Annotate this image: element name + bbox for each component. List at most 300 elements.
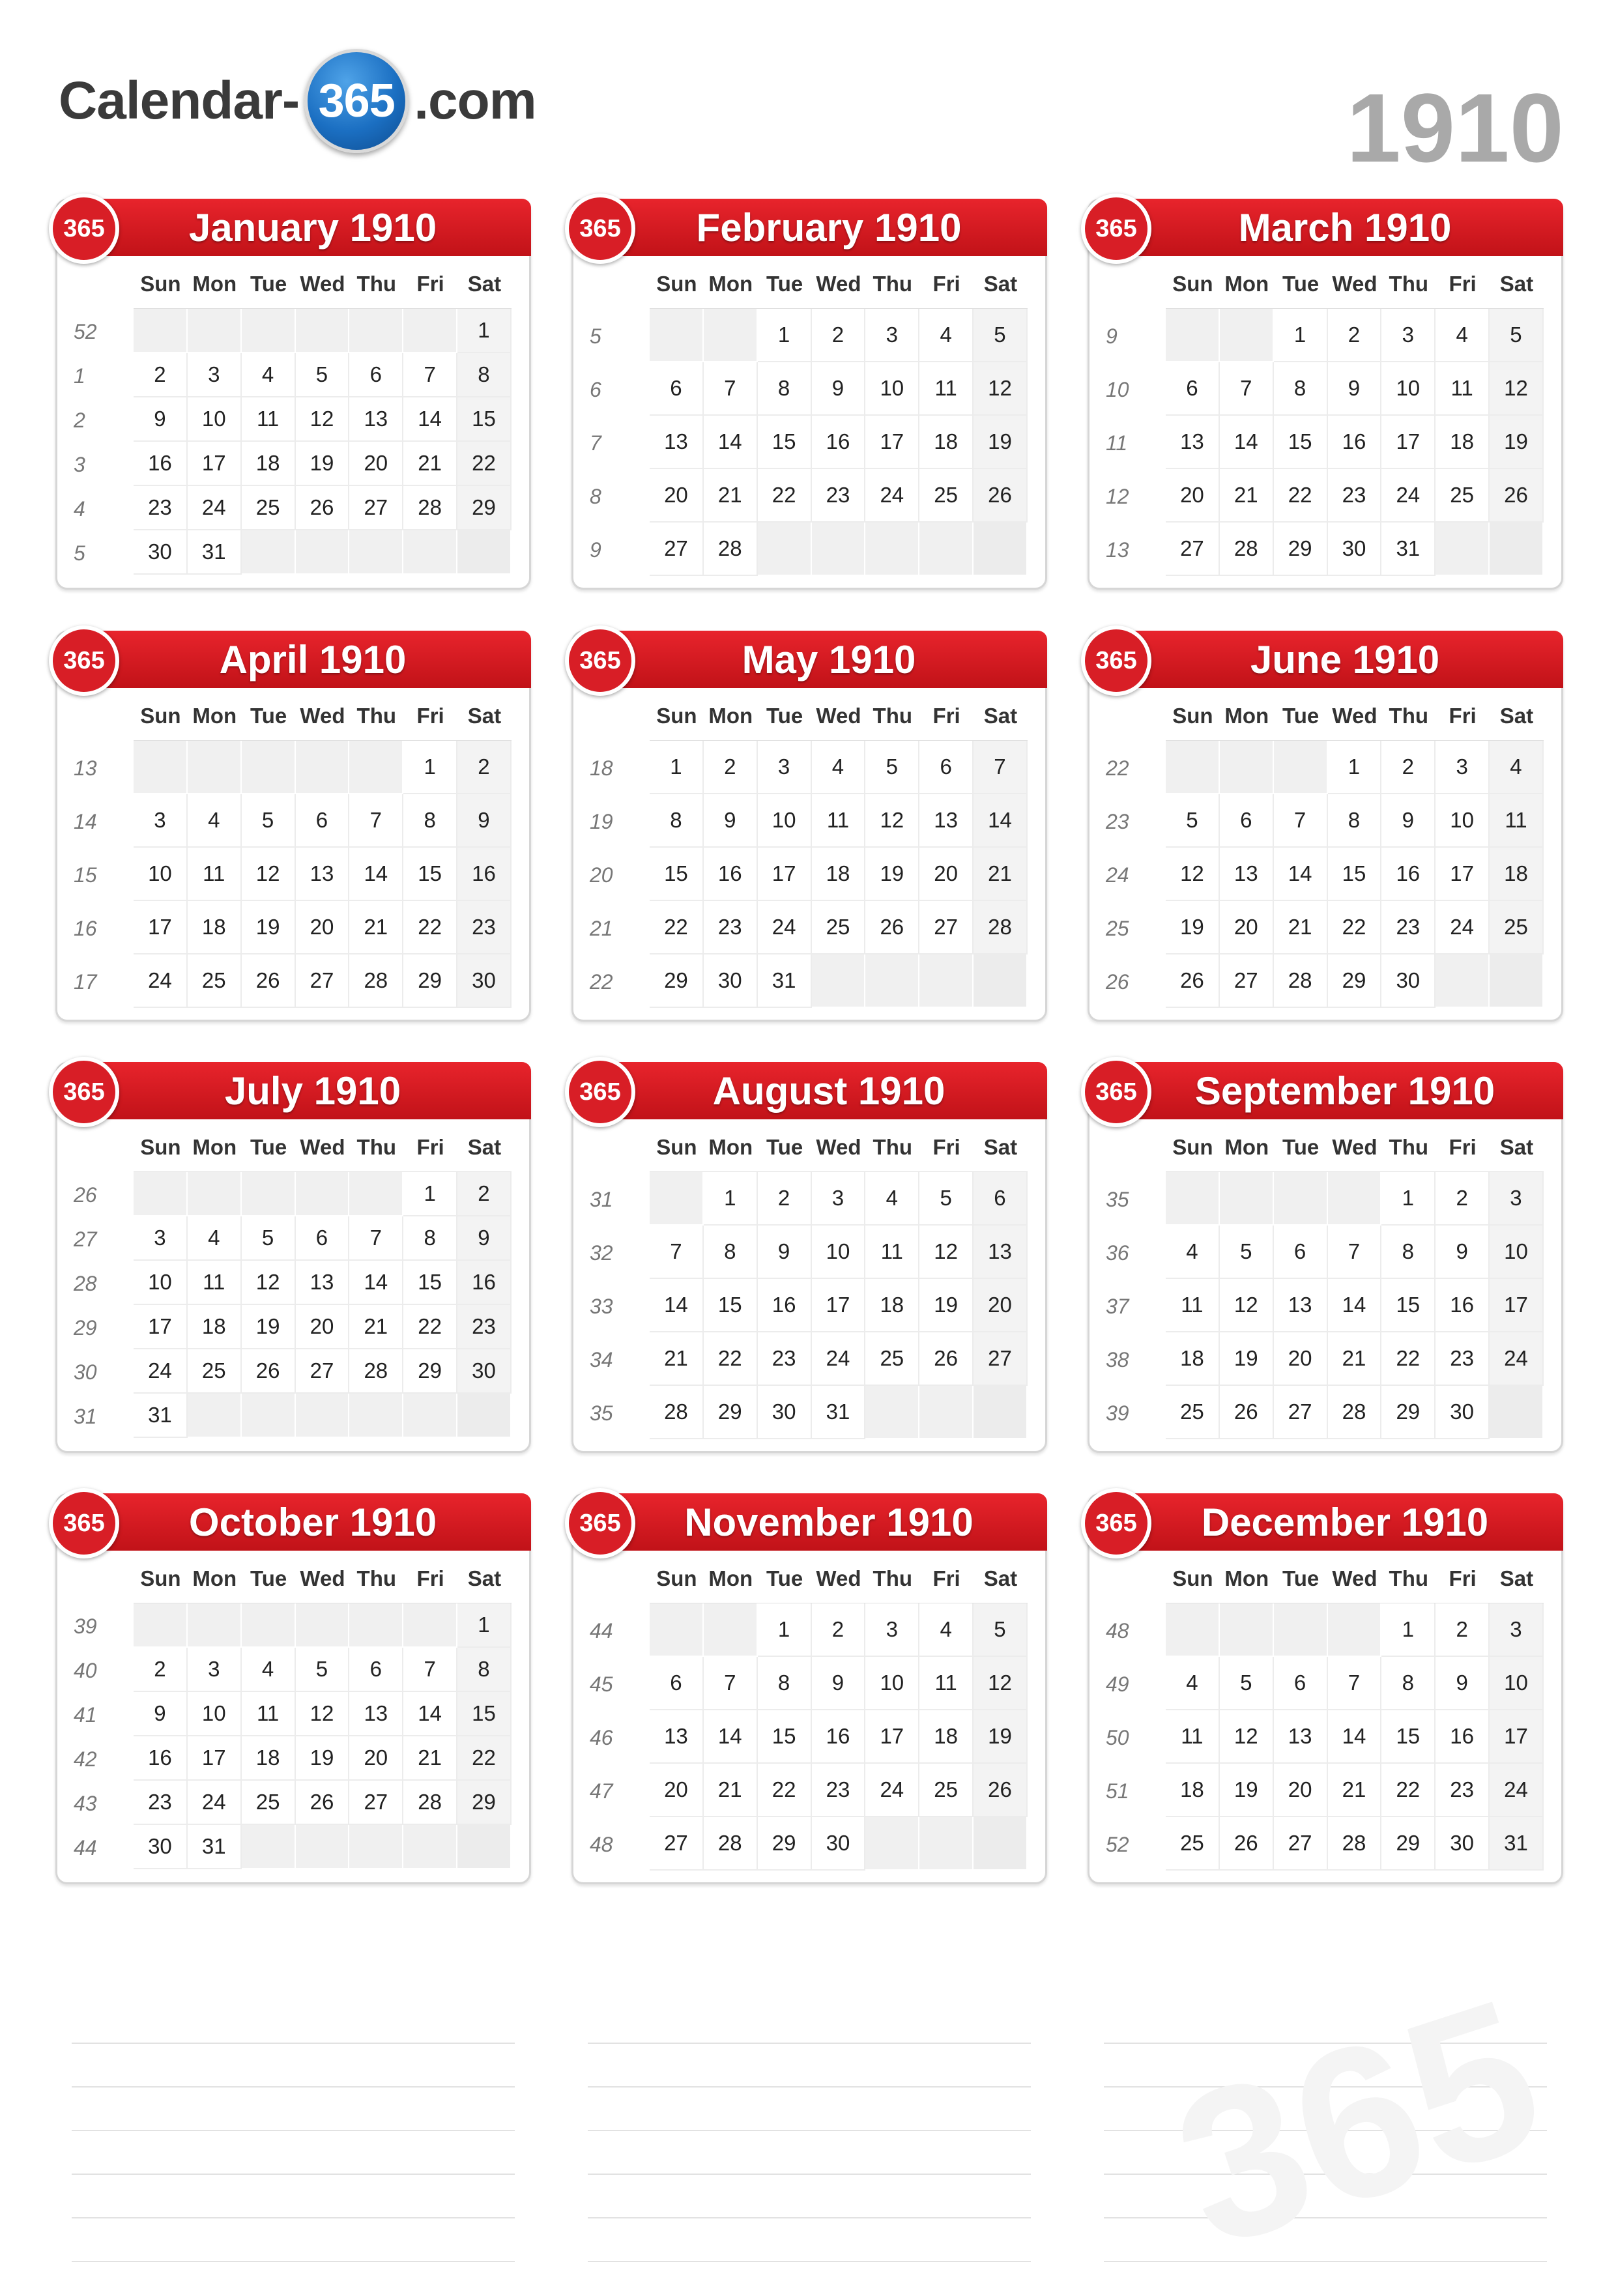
day-cell[interactable]: 2 (457, 1172, 512, 1216)
day-cell[interactable]: 14 (974, 794, 1028, 848)
day-cell[interactable]: 27 (1220, 954, 1274, 1008)
day-cell[interactable]: 20 (974, 1279, 1028, 1332)
day-cell[interactable]: 21 (1220, 469, 1274, 523)
day-cell[interactable]: 30 (812, 1817, 866, 1871)
day-cell[interactable]: 17 (1436, 848, 1490, 901)
day-cell[interactable]: 3 (812, 1172, 866, 1226)
day-cell[interactable]: 20 (296, 1305, 350, 1349)
day-cell[interactable]: 28 (650, 1386, 704, 1439)
day-cell[interactable]: 16 (1381, 848, 1436, 901)
day-cell[interactable]: 13 (919, 794, 974, 848)
day-cell[interactable]: 23 (704, 901, 758, 954)
day-cell[interactable]: 31 (134, 1394, 188, 1438)
day-cell[interactable]: 28 (1328, 1817, 1382, 1871)
day-cell[interactable]: 29 (650, 954, 704, 1008)
day-cell[interactable]: 13 (349, 1692, 403, 1736)
day-cell[interactable]: 20 (1166, 469, 1220, 523)
day-cell[interactable]: 20 (919, 848, 974, 901)
day-cell[interactable]: 21 (349, 1305, 403, 1349)
day-cell[interactable]: 14 (403, 397, 457, 442)
day-cell[interactable]: 12 (296, 1692, 350, 1736)
day-cell[interactable]: 30 (1436, 1386, 1490, 1439)
day-cell[interactable]: 30 (1381, 954, 1436, 1008)
day-cell[interactable]: 15 (758, 416, 812, 469)
day-cell[interactable]: 3 (865, 309, 919, 362)
day-cell[interactable]: 24 (758, 901, 812, 954)
day-cell[interactable]: 19 (919, 1279, 974, 1332)
day-cell[interactable]: 5 (296, 1648, 350, 1692)
day-cell[interactable]: 23 (758, 1332, 812, 1386)
day-cell[interactable]: 2 (1436, 1172, 1490, 1226)
day-cell[interactable]: 2 (1328, 309, 1382, 362)
day-cell[interactable]: 25 (188, 954, 242, 1008)
day-cell[interactable]: 11 (1490, 794, 1544, 848)
day-cell[interactable]: 22 (1381, 1764, 1436, 1817)
day-cell[interactable]: 25 (242, 486, 296, 530)
day-cell[interactable]: 24 (865, 1764, 919, 1817)
day-cell[interactable]: 1 (1381, 1172, 1436, 1226)
day-cell[interactable]: 31 (1490, 1817, 1544, 1871)
day-cell[interactable]: 10 (812, 1226, 866, 1279)
day-cell[interactable]: 9 (1381, 794, 1436, 848)
day-cell[interactable]: 8 (457, 353, 512, 397)
day-cell[interactable]: 23 (1328, 469, 1382, 523)
day-cell[interactable]: 13 (296, 1261, 350, 1305)
day-cell[interactable]: 11 (1166, 1710, 1220, 1764)
day-cell[interactable]: 20 (349, 442, 403, 486)
day-cell[interactable]: 21 (1274, 901, 1328, 954)
day-cell[interactable]: 6 (296, 1216, 350, 1261)
day-cell[interactable]: 27 (296, 1349, 350, 1394)
day-cell[interactable]: 23 (1381, 901, 1436, 954)
day-cell[interactable]: 1 (1381, 1603, 1436, 1657)
day-cell[interactable]: 1 (403, 1172, 457, 1216)
day-cell[interactable]: 26 (1166, 954, 1220, 1008)
day-cell[interactable]: 19 (242, 1305, 296, 1349)
day-cell[interactable]: 27 (349, 486, 403, 530)
day-cell[interactable]: 11 (1436, 362, 1490, 416)
day-cell[interactable]: 30 (457, 1349, 512, 1394)
day-cell[interactable]: 7 (1220, 362, 1274, 416)
day-cell[interactable]: 18 (1490, 848, 1544, 901)
day-cell[interactable]: 15 (704, 1279, 758, 1332)
day-cell[interactable]: 27 (919, 901, 974, 954)
day-cell[interactable]: 29 (1328, 954, 1382, 1008)
day-cell[interactable]: 8 (457, 1648, 512, 1692)
day-cell[interactable]: 1 (457, 1603, 512, 1648)
day-cell[interactable]: 11 (812, 794, 866, 848)
day-cell[interactable]: 31 (758, 954, 812, 1008)
day-cell[interactable]: 23 (1436, 1764, 1490, 1817)
day-cell[interactable]: 16 (1328, 416, 1382, 469)
day-cell[interactable]: 5 (242, 1216, 296, 1261)
day-cell[interactable]: 6 (919, 741, 974, 794)
day-cell[interactable]: 5 (1220, 1226, 1274, 1279)
day-cell[interactable]: 19 (865, 848, 919, 901)
day-cell[interactable]: 28 (704, 1817, 758, 1871)
day-cell[interactable]: 4 (1490, 741, 1544, 794)
day-cell[interactable]: 28 (349, 954, 403, 1008)
day-cell[interactable]: 3 (134, 1216, 188, 1261)
day-cell[interactable]: 29 (457, 1781, 512, 1825)
day-cell[interactable]: 5 (974, 1603, 1028, 1657)
day-cell[interactable]: 29 (758, 1817, 812, 1871)
day-cell[interactable]: 10 (1381, 362, 1436, 416)
day-cell[interactable]: 15 (1381, 1279, 1436, 1332)
day-cell[interactable]: 13 (349, 397, 403, 442)
day-cell[interactable]: 21 (1328, 1332, 1382, 1386)
day-cell[interactable]: 22 (1274, 469, 1328, 523)
day-cell[interactable]: 23 (1436, 1332, 1490, 1386)
day-cell[interactable]: 27 (650, 523, 704, 576)
day-cell[interactable]: 9 (457, 794, 512, 848)
day-cell[interactable]: 3 (134, 794, 188, 848)
day-cell[interactable]: 29 (457, 486, 512, 530)
day-cell[interactable]: 28 (974, 901, 1028, 954)
day-cell[interactable]: 21 (704, 1764, 758, 1817)
day-cell[interactable]: 5 (1166, 794, 1220, 848)
day-cell[interactable]: 4 (812, 741, 866, 794)
day-cell[interactable]: 9 (812, 1657, 866, 1710)
day-cell[interactable]: 12 (865, 794, 919, 848)
day-cell[interactable]: 19 (1220, 1332, 1274, 1386)
day-cell[interactable]: 27 (1274, 1386, 1328, 1439)
day-cell[interactable]: 10 (1490, 1657, 1544, 1710)
day-cell[interactable]: 25 (1166, 1817, 1220, 1871)
day-cell[interactable]: 3 (758, 741, 812, 794)
day-cell[interactable]: 16 (134, 442, 188, 486)
day-cell[interactable]: 26 (242, 1349, 296, 1394)
day-cell[interactable]: 17 (1490, 1710, 1544, 1764)
day-cell[interactable]: 8 (403, 1216, 457, 1261)
day-cell[interactable]: 10 (188, 397, 242, 442)
day-cell[interactable]: 20 (650, 1764, 704, 1817)
day-cell[interactable]: 26 (1220, 1386, 1274, 1439)
day-cell[interactable]: 30 (134, 1825, 188, 1869)
day-cell[interactable]: 3 (1381, 309, 1436, 362)
day-cell[interactable]: 15 (1381, 1710, 1436, 1764)
day-cell[interactable]: 12 (1220, 1710, 1274, 1764)
day-cell[interactable]: 18 (812, 848, 866, 901)
day-cell[interactable]: 1 (403, 741, 457, 794)
day-cell[interactable]: 25 (242, 1781, 296, 1825)
day-cell[interactable]: 8 (758, 1657, 812, 1710)
day-cell[interactable]: 13 (1274, 1279, 1328, 1332)
day-cell[interactable]: 9 (1436, 1657, 1490, 1710)
day-cell[interactable]: 18 (188, 1305, 242, 1349)
day-cell[interactable]: 22 (403, 1305, 457, 1349)
day-cell[interactable]: 6 (974, 1172, 1028, 1226)
day-cell[interactable]: 9 (457, 1216, 512, 1261)
day-cell[interactable]: 19 (974, 416, 1028, 469)
day-cell[interactable]: 9 (704, 794, 758, 848)
day-cell[interactable]: 14 (1220, 416, 1274, 469)
day-cell[interactable]: 7 (1328, 1657, 1382, 1710)
day-cell[interactable]: 12 (1220, 1279, 1274, 1332)
day-cell[interactable]: 22 (1328, 901, 1382, 954)
day-cell[interactable]: 22 (457, 1736, 512, 1781)
day-cell[interactable]: 29 (403, 954, 457, 1008)
day-cell[interactable]: 15 (457, 397, 512, 442)
day-cell[interactable]: 8 (704, 1226, 758, 1279)
day-cell[interactable]: 2 (134, 353, 188, 397)
day-cell[interactable]: 4 (919, 1603, 974, 1657)
day-cell[interactable]: 6 (1166, 362, 1220, 416)
day-cell[interactable]: 22 (403, 901, 457, 954)
day-cell[interactable]: 21 (650, 1332, 704, 1386)
day-cell[interactable]: 17 (865, 416, 919, 469)
day-cell[interactable]: 28 (349, 1349, 403, 1394)
day-cell[interactable]: 16 (1436, 1710, 1490, 1764)
day-cell[interactable]: 19 (974, 1710, 1028, 1764)
day-cell[interactable]: 26 (919, 1332, 974, 1386)
day-cell[interactable]: 7 (974, 741, 1028, 794)
day-cell[interactable]: 11 (1166, 1279, 1220, 1332)
day-cell[interactable]: 1 (650, 741, 704, 794)
day-cell[interactable]: 19 (1490, 416, 1544, 469)
day-cell[interactable]: 3 (188, 353, 242, 397)
day-cell[interactable]: 12 (919, 1226, 974, 1279)
day-cell[interactable]: 26 (1220, 1817, 1274, 1871)
day-cell[interactable]: 24 (812, 1332, 866, 1386)
day-cell[interactable]: 26 (974, 1764, 1028, 1817)
day-cell[interactable]: 26 (296, 1781, 350, 1825)
day-cell[interactable]: 17 (188, 1736, 242, 1781)
day-cell[interactable]: 25 (1166, 1386, 1220, 1439)
day-cell[interactable]: 7 (650, 1226, 704, 1279)
day-cell[interactable]: 20 (650, 469, 704, 523)
day-cell[interactable]: 22 (457, 442, 512, 486)
day-cell[interactable]: 6 (349, 1648, 403, 1692)
day-cell[interactable]: 11 (865, 1226, 919, 1279)
day-cell[interactable]: 16 (758, 1279, 812, 1332)
day-cell[interactable]: 23 (457, 901, 512, 954)
day-cell[interactable]: 11 (919, 1657, 974, 1710)
day-cell[interactable]: 17 (1381, 416, 1436, 469)
day-cell[interactable]: 14 (349, 848, 403, 901)
day-cell[interactable]: 30 (134, 530, 188, 575)
day-cell[interactable]: 7 (704, 362, 758, 416)
day-cell[interactable]: 12 (1166, 848, 1220, 901)
day-cell[interactable]: 8 (403, 794, 457, 848)
day-cell[interactable]: 19 (242, 901, 296, 954)
day-cell[interactable]: 21 (704, 469, 758, 523)
day-cell[interactable]: 1 (457, 309, 512, 353)
day-cell[interactable]: 10 (134, 1261, 188, 1305)
day-cell[interactable]: 29 (704, 1386, 758, 1439)
day-cell[interactable]: 2 (758, 1172, 812, 1226)
day-cell[interactable]: 28 (403, 486, 457, 530)
day-cell[interactable]: 24 (865, 469, 919, 523)
day-cell[interactable]: 16 (457, 1261, 512, 1305)
day-cell[interactable]: 27 (974, 1332, 1028, 1386)
day-cell[interactable]: 2 (1381, 741, 1436, 794)
day-cell[interactable]: 12 (242, 848, 296, 901)
day-cell[interactable]: 3 (865, 1603, 919, 1657)
day-cell[interactable]: 12 (1490, 362, 1544, 416)
day-cell[interactable]: 26 (974, 469, 1028, 523)
day-cell[interactable]: 31 (1381, 523, 1436, 576)
day-cell[interactable]: 28 (1274, 954, 1328, 1008)
day-cell[interactable]: 5 (242, 794, 296, 848)
day-cell[interactable]: 30 (1328, 523, 1382, 576)
day-cell[interactable]: 10 (865, 362, 919, 416)
day-cell[interactable]: 28 (704, 523, 758, 576)
day-cell[interactable]: 20 (1220, 901, 1274, 954)
day-cell[interactable]: 9 (134, 1692, 188, 1736)
day-cell[interactable]: 20 (1274, 1332, 1328, 1386)
day-cell[interactable]: 19 (296, 1736, 350, 1781)
day-cell[interactable]: 29 (1274, 523, 1328, 576)
day-cell[interactable]: 22 (758, 469, 812, 523)
day-cell[interactable]: 12 (242, 1261, 296, 1305)
day-cell[interactable]: 6 (1220, 794, 1274, 848)
day-cell[interactable]: 25 (919, 1764, 974, 1817)
day-cell[interactable]: 7 (1274, 794, 1328, 848)
day-cell[interactable]: 17 (188, 442, 242, 486)
day-cell[interactable]: 20 (1274, 1764, 1328, 1817)
day-cell[interactable]: 6 (1274, 1657, 1328, 1710)
day-cell[interactable]: 26 (242, 954, 296, 1008)
day-cell[interactable]: 29 (1381, 1386, 1436, 1439)
day-cell[interactable]: 13 (650, 416, 704, 469)
day-cell[interactable]: 26 (1490, 469, 1544, 523)
day-cell[interactable]: 28 (403, 1781, 457, 1825)
day-cell[interactable]: 14 (349, 1261, 403, 1305)
day-cell[interactable]: 15 (1274, 416, 1328, 469)
day-cell[interactable]: 5 (865, 741, 919, 794)
day-cell[interactable]: 21 (403, 1736, 457, 1781)
day-cell[interactable]: 18 (1166, 1764, 1220, 1817)
day-cell[interactable]: 5 (1220, 1657, 1274, 1710)
day-cell[interactable]: 1 (704, 1172, 758, 1226)
day-cell[interactable]: 3 (188, 1648, 242, 1692)
day-cell[interactable]: 30 (1436, 1817, 1490, 1871)
day-cell[interactable]: 18 (919, 1710, 974, 1764)
day-cell[interactable]: 27 (1274, 1817, 1328, 1871)
day-cell[interactable]: 24 (1490, 1764, 1544, 1817)
day-cell[interactable]: 7 (349, 1216, 403, 1261)
day-cell[interactable]: 23 (457, 1305, 512, 1349)
day-cell[interactable]: 15 (403, 848, 457, 901)
day-cell[interactable]: 9 (1436, 1226, 1490, 1279)
day-cell[interactable]: 25 (812, 901, 866, 954)
day-cell[interactable]: 9 (1328, 362, 1382, 416)
day-cell[interactable]: 6 (650, 1657, 704, 1710)
day-cell[interactable]: 13 (974, 1226, 1028, 1279)
day-cell[interactable]: 8 (650, 794, 704, 848)
day-cell[interactable]: 24 (188, 486, 242, 530)
day-cell[interactable]: 4 (188, 794, 242, 848)
day-cell[interactable]: 4 (1166, 1657, 1220, 1710)
day-cell[interactable]: 9 (758, 1226, 812, 1279)
day-cell[interactable]: 20 (349, 1736, 403, 1781)
day-cell[interactable]: 16 (1436, 1279, 1490, 1332)
day-cell[interactable]: 22 (704, 1332, 758, 1386)
day-cell[interactable]: 16 (704, 848, 758, 901)
day-cell[interactable]: 18 (919, 416, 974, 469)
day-cell[interactable]: 19 (1220, 1764, 1274, 1817)
site-logo[interactable] (59, 52, 536, 150)
day-cell[interactable]: 14 (650, 1279, 704, 1332)
day-cell[interactable]: 24 (134, 954, 188, 1008)
day-cell[interactable]: 8 (1328, 794, 1382, 848)
day-cell[interactable]: 2 (134, 1648, 188, 1692)
day-cell[interactable]: 13 (1274, 1710, 1328, 1764)
day-cell[interactable]: 25 (865, 1332, 919, 1386)
day-cell[interactable]: 13 (1220, 848, 1274, 901)
day-cell[interactable]: 20 (296, 901, 350, 954)
day-cell[interactable]: 10 (1490, 1226, 1544, 1279)
day-cell[interactable]: 6 (1274, 1226, 1328, 1279)
day-cell[interactable]: 13 (1166, 416, 1220, 469)
day-cell[interactable]: 15 (758, 1710, 812, 1764)
day-cell[interactable]: 5 (296, 353, 350, 397)
day-cell[interactable]: 4 (919, 309, 974, 362)
day-cell[interactable]: 2 (812, 1603, 866, 1657)
day-cell[interactable]: 26 (865, 901, 919, 954)
day-cell[interactable]: 30 (457, 954, 512, 1008)
day-cell[interactable]: 4 (865, 1172, 919, 1226)
day-cell[interactable]: 12 (974, 1657, 1028, 1710)
day-cell[interactable]: 23 (812, 1764, 866, 1817)
day-cell[interactable]: 28 (1328, 1386, 1382, 1439)
day-cell[interactable]: 4 (188, 1216, 242, 1261)
day-cell[interactable]: 21 (403, 442, 457, 486)
day-cell[interactable]: 23 (812, 469, 866, 523)
day-cell[interactable]: 16 (812, 416, 866, 469)
day-cell[interactable]: 21 (974, 848, 1028, 901)
day-cell[interactable]: 10 (1436, 794, 1490, 848)
day-cell[interactable]: 5 (974, 309, 1028, 362)
day-cell[interactable]: 12 (296, 397, 350, 442)
day-cell[interactable]: 4 (1436, 309, 1490, 362)
day-cell[interactable]: 18 (1436, 416, 1490, 469)
day-cell[interactable]: 15 (1328, 848, 1382, 901)
day-cell[interactable]: 30 (704, 954, 758, 1008)
day-cell[interactable]: 4 (242, 1648, 296, 1692)
day-cell[interactable]: 2 (704, 741, 758, 794)
day-cell[interactable]: 1 (1274, 309, 1328, 362)
day-cell[interactable]: 17 (812, 1279, 866, 1332)
day-cell[interactable]: 25 (919, 469, 974, 523)
day-cell[interactable]: 6 (296, 794, 350, 848)
day-cell[interactable]: 7 (403, 353, 457, 397)
day-cell[interactable]: 10 (134, 848, 188, 901)
day-cell[interactable]: 24 (134, 1349, 188, 1394)
day-cell[interactable]: 1 (1328, 741, 1382, 794)
day-cell[interactable]: 10 (758, 794, 812, 848)
day-cell[interactable]: 18 (188, 901, 242, 954)
day-cell[interactable]: 8 (758, 362, 812, 416)
day-cell[interactable]: 9 (812, 362, 866, 416)
day-cell[interactable]: 1 (758, 1603, 812, 1657)
day-cell[interactable]: 13 (296, 848, 350, 901)
day-cell[interactable]: 16 (812, 1710, 866, 1764)
day-cell[interactable]: 15 (457, 1692, 512, 1736)
day-cell[interactable]: 4 (1166, 1226, 1220, 1279)
day-cell[interactable]: 27 (296, 954, 350, 1008)
day-cell[interactable]: 18 (242, 442, 296, 486)
day-cell[interactable]: 14 (1328, 1710, 1382, 1764)
day-cell[interactable]: 10 (865, 1657, 919, 1710)
day-cell[interactable]: 2 (457, 741, 512, 794)
day-cell[interactable]: 18 (242, 1736, 296, 1781)
day-cell[interactable]: 19 (1166, 901, 1220, 954)
day-cell[interactable]: 22 (1381, 1332, 1436, 1386)
day-cell[interactable]: 14 (704, 1710, 758, 1764)
day-cell[interactable]: 27 (349, 1781, 403, 1825)
